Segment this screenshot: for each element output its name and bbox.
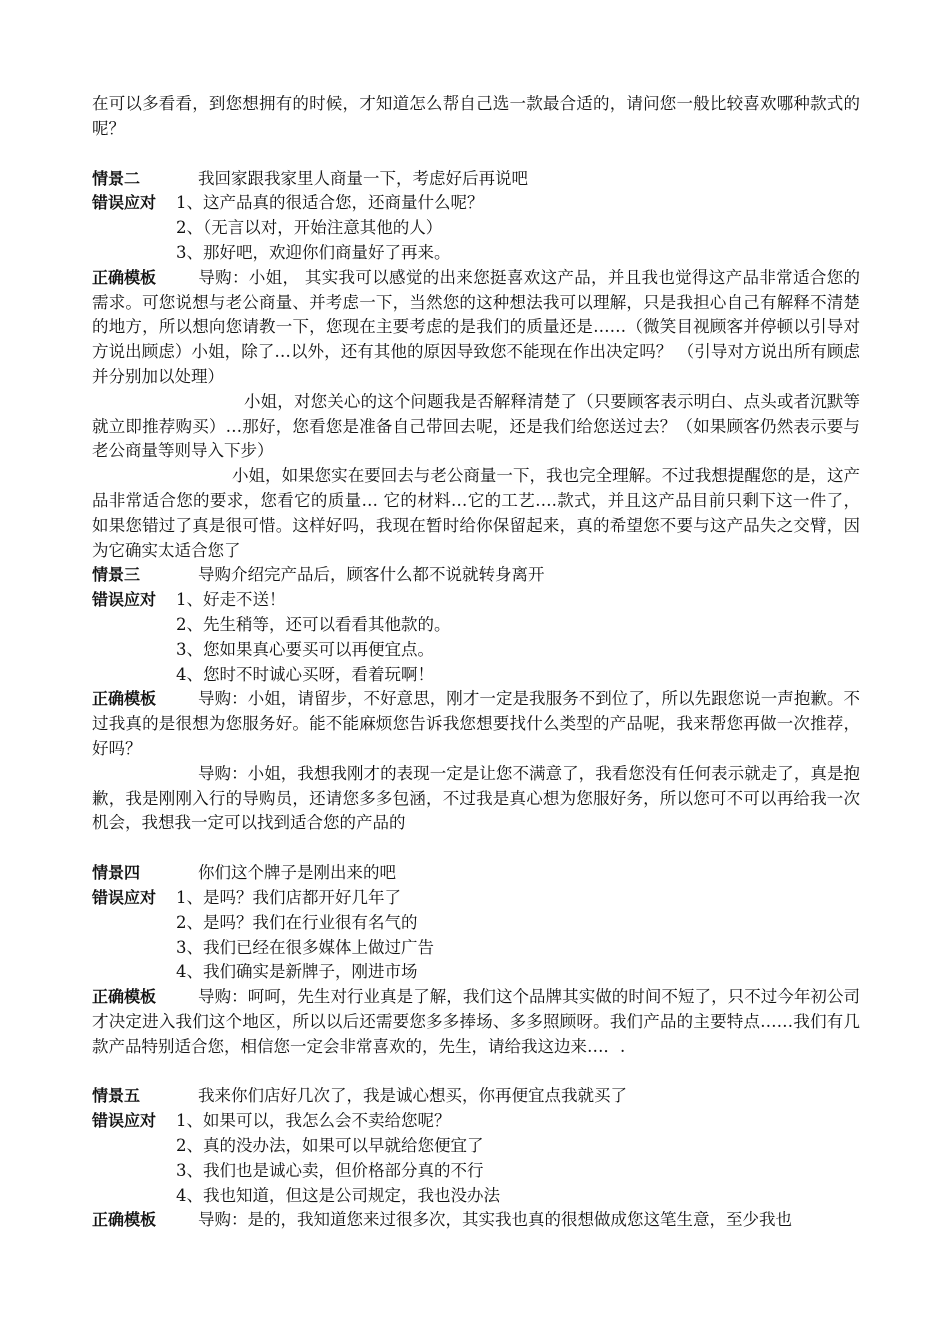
- wrong-item: 1、是吗？我们店都开好几年了: [176, 887, 401, 907]
- right-label: 正确模板: [92, 987, 157, 1007]
- scene3-wrong-3: 3、您如果真心要买可以再便宜点。: [176, 639, 434, 659]
- scene2-right-2: 小姐，对您关心的这个问题我是否解释清楚了（只要顾客表示明白、点头或者沉默等就立即推荐购买）…那好，您看您是准备自己带回去呢，还是我们给您送过去？（如果顾客仍然表示要与老公商量等则导入下步）: [92, 391, 860, 461]
- scene4-wrong-1: [92, 886, 860, 911]
- scene2-heading: [92, 167, 860, 192]
- scene2-wrong-3: 3、那好吧，欢迎你们商量好了再来。: [176, 242, 451, 262]
- scene5-wrong-2: 2、真的没办法，如果可以早就给您便宜了: [176, 1136, 484, 1156]
- scene2-wrong-1: [92, 191, 860, 216]
- scene3-right-1: [92, 687, 860, 761]
- scene4-heading: [92, 861, 860, 886]
- wrong-label: 错误应对: [92, 887, 157, 907]
- scene5-right-1: [92, 1208, 860, 1233]
- intro-paragraph: 在可以多看看，到您想拥有的时候，才知道怎么帮自己选一款最合适的，请问您一般比较喜欢哪种款式的呢？: [92, 94, 860, 138]
- scene4-label: 情景四: [92, 863, 141, 883]
- scene3-wrong-4: 4、您时不时诚心买呀，看着玩啊！: [176, 664, 434, 684]
- wrong-item: 1、这产品真的很适合您，还商量什么呢？: [176, 193, 484, 213]
- scene5-title: 我来你们店好几次了，我是诚心想买，你再便宜点我就买了: [198, 1086, 627, 1106]
- scene4-right-1: [92, 985, 860, 1059]
- right-label: 正确模板: [92, 267, 157, 287]
- scene3-heading: [92, 563, 860, 588]
- wrong-item: 1、好走不送！: [176, 590, 286, 610]
- scene5-label: 情景五: [92, 1086, 141, 1106]
- document-page: [92, 92, 860, 1233]
- right-label: 正确模板: [92, 689, 157, 709]
- scene5-wrong-4: 4、我也知道，但这是公司规定，我也没办法: [176, 1185, 500, 1205]
- scene4-wrong-2: 2、是吗？我们在行业很有名气的: [176, 912, 418, 932]
- scene5-wrong-3: 3、我们也是诚心卖，但价格部分真的不行: [176, 1160, 484, 1180]
- wrong-item: 1、如果可以，我怎么会不卖给您呢？: [176, 1111, 451, 1131]
- scene5-wrong-1: [92, 1109, 860, 1134]
- wrong-label: 错误应对: [92, 590, 157, 610]
- scene2-right-1: [92, 266, 860, 390]
- right-text: 导购：小姐， 其实我可以感觉的出来您挺喜欢这产品，并且我也觉得这产品非常适合您的需求。可您说想与老公商量、并考虑一下，当然您的这种想法我可以理解，只是我担心自己有解释不清楚的地方，所以想向您请教一下，您现在主要考虑的是我们的质量还是……（微笑目视顾客并停顿以引导对方说出顾虑）小姐，除了…以外，还有其他的原因导致您不能现在作出决定吗？ （引导对方说出所有顾虑并分别加以处理）: [92, 267, 860, 386]
- right-label: 正确模板: [92, 1210, 157, 1230]
- scene4-wrong-4: 4、我们确实是新牌子，刚进市场: [176, 962, 418, 982]
- right-text: 导购：小姐，请留步，不好意思，刚才一定是我服务不到位了，所以先跟您说一声抱歉。不过我真的是很想为您服务好。能不能麻烦您告诉我您想要找什么类型的产品呢，我来帮您再做一次推荐，好吗？: [92, 689, 860, 758]
- scene3-right-2: 导购：小姐，我想我刚才的表现一定是让您不满意了，我看您没有任何表示就走了，真是抱歉，我是刚刚入行的导购员，还请您多多包涵，不过我是真心想为您服好务，所以您可不可以再给我一次机会，我想我一定可以找到适合您的产品的: [92, 763, 860, 833]
- scene2-title: 我回家跟我家里人商量一下，考虑好后再说吧: [198, 168, 528, 188]
- scene3-title: 导购介绍完产品后，顾客什么都不说就转身离开: [198, 565, 545, 585]
- scene4-title: 你们这个牌子是刚出来的吧: [198, 863, 396, 883]
- scene3-wrong-1: [92, 588, 860, 613]
- scene5-heading: [92, 1084, 860, 1109]
- wrong-label: 错误应对: [92, 193, 157, 213]
- scene2-wrong-2: 2、（无言以对，开始注意其他的人）: [176, 218, 443, 238]
- right-text: 导购：是的，我知道您来过很多次，其实我也真的很想做成您这笔生意，至少我也: [198, 1210, 792, 1230]
- scene3-wrong-2: 2、先生稍等，还可以看看其他款的。: [176, 614, 451, 634]
- scene4-wrong-3: 3、我们已经在很多媒体上做过广告: [176, 937, 434, 957]
- scene2-label: 情景二: [92, 168, 141, 188]
- wrong-label: 错误应对: [92, 1111, 157, 1131]
- scene3-label: 情景三: [92, 565, 141, 585]
- right-text: 导购：呵呵，先生对行业真是了解，我们这个品牌其实做的时间不短了，只不过今年初公司才决定进入我们这个地区，所以以后还需要您多多捧场、多多照顾呀。我们产品的主要特点……我们有几款产品特别适合您，相信您一定会非常喜欢的，先生，请给我这边来…．.: [92, 987, 860, 1056]
- scene2-right-3: 小姐，如果您实在要回去与老公商量一下，我也完全理解。不过我想提醒您的是，这产品非常适合您的要求，您看它的质量… 它的材料…它的工艺….款式，并且这产品目前只剩下这一件了，如果您错过了真是很可惜。这样好吗，我现在暂时给你保留起来，真的希望您不要与这产品失之交臂，因为它确实太适合您了: [92, 466, 860, 560]
